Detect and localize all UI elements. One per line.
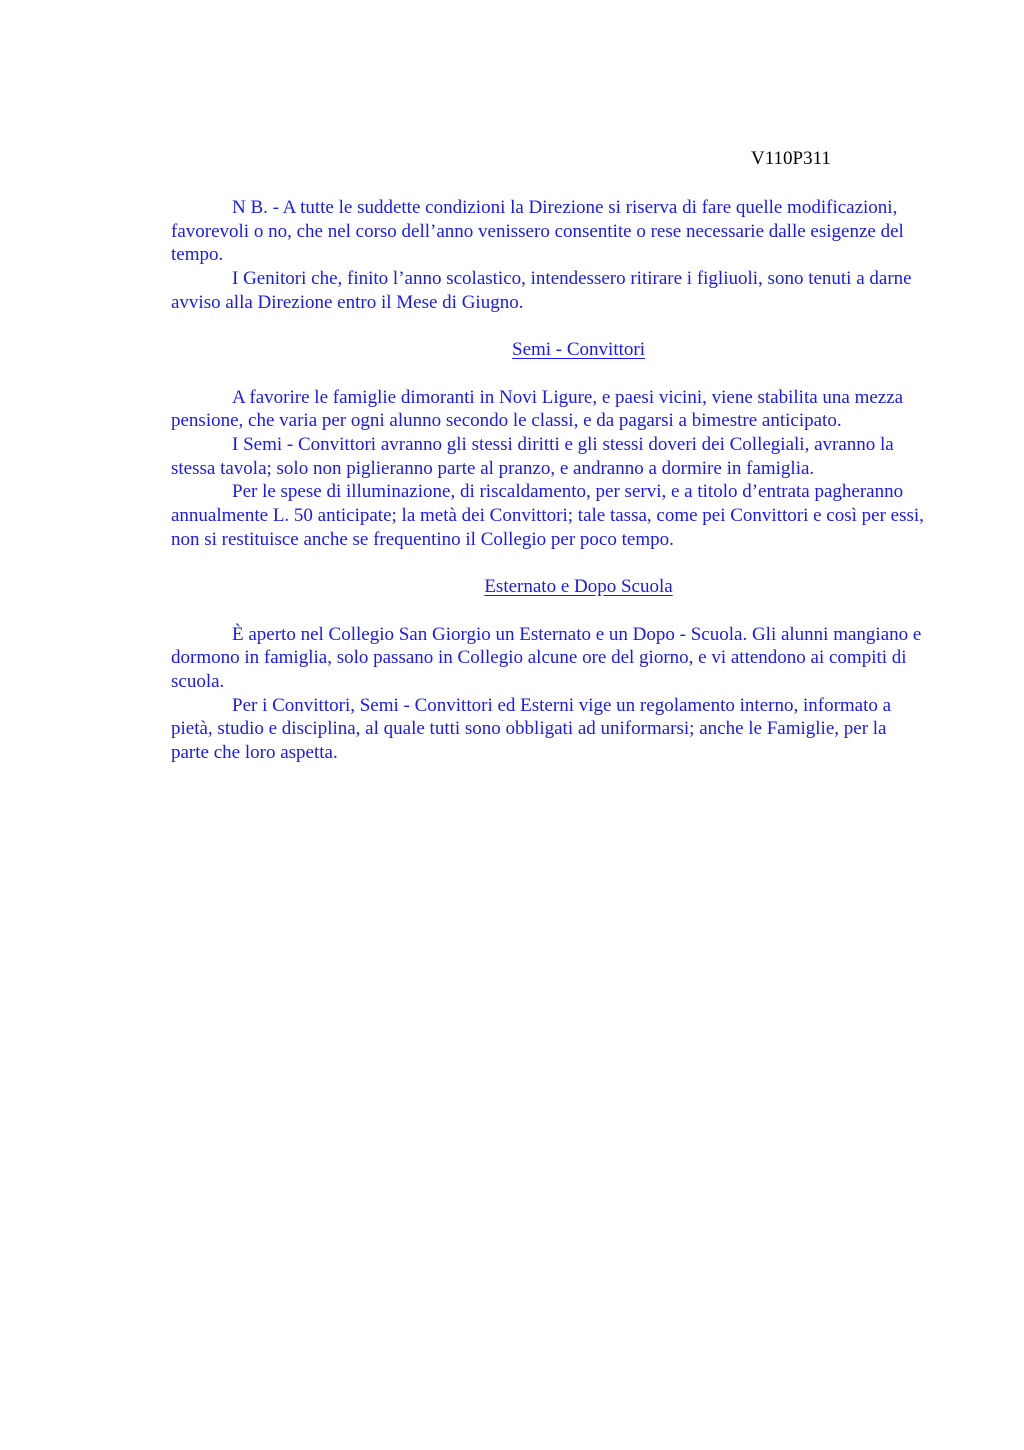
spacer [171, 315, 926, 339]
spacer [171, 362, 926, 386]
document-body [171, 196, 926, 765]
section-heading-esternato: Esternato e Dopo Scuola [484, 576, 673, 598]
paragraph: Per i Convittori, Semi - Convittori ed Esterni vige un regolamento interno, informato a pietà, studio e disciplina, al quale tutti sono obbligati ad uniformarsi; anche le Famiglie, per la parte che loro aspetta. [171, 694, 892, 764]
paragraph: N B. - A tutte le suddette condizioni la Direzione si riserva di fare quelle modificazioni, favorevoli o no, che nel corso dell’anno venissero consentite o rese necessarie dalle esigenze del tempo. [171, 197, 904, 266]
spacer [171, 599, 926, 623]
paragraph: I Genitori che, finito l’anno scolastico, intendessero ritirare i figliuoli, sono tenuti a darne avviso alla Direzione entro il Mese di Giugno. [171, 268, 912, 313]
section-heading-semi-convittori: Semi - Convittori [512, 339, 645, 361]
page-id: V110P311 [751, 148, 831, 169]
paragraph: Per le spese di illuminazione, di riscaldamento, per servi, e a titolo d’entrata pagheranno annualmente L. 50 anticipate; la metà dei Convittori; tale tassa, come pei Convittori e così per essi, non si restituisce anche se frequentino il Collegio per poco tempo. [171, 481, 924, 550]
paragraph: A favorire le famiglie dimoranti in Novi Ligure, e paesi vicini, viene stabilita una mezza pensione, che varia per ogni alunno secondo le classi, e da pagarsi a bimestre anticipato. [171, 386, 904, 432]
spacer [171, 552, 926, 576]
paragraph: I Semi - Convittori avranno gli stessi diritti e gli stessi doveri dei Collegiali, avranno la stessa tavola; solo non piglieranno parte al pranzo, e andranno a dormire in famiglia. [171, 434, 894, 479]
paragraph: È aperto nel Collegio San Giorgio un Esternato e un Dopo - Scuola. Gli alunni mangiano e dormono in famiglia, solo passano in Collegio alcune ore del giorno, e vi attendono ai compiti di scuola. [171, 623, 922, 692]
